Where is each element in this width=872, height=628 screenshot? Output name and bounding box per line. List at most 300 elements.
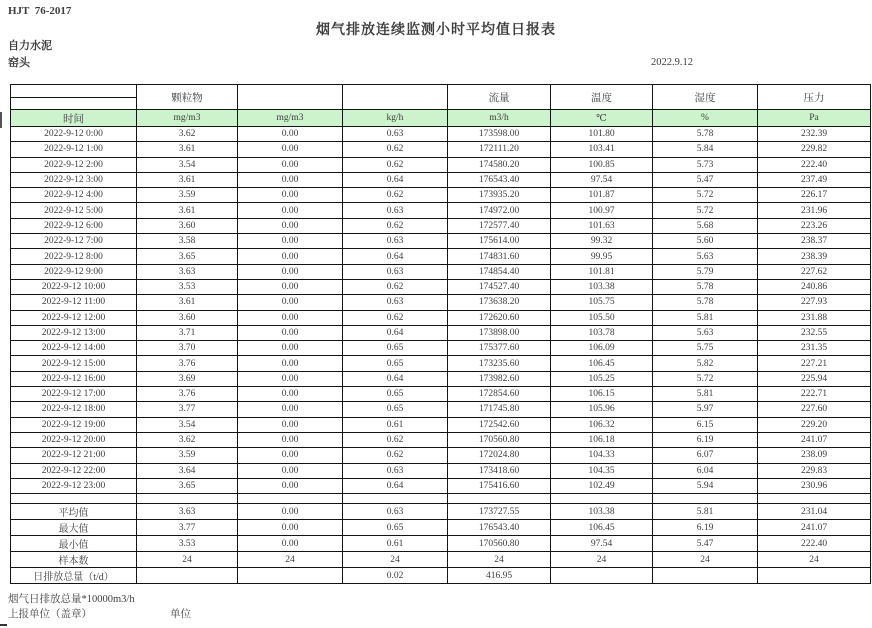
value-cell: 106.45 <box>551 520 653 536</box>
row-label-cell: 2022-9-12 17:00 <box>11 387 137 402</box>
value-cell: 5.68 <box>653 218 758 233</box>
value-cell: 227.21 <box>758 356 871 371</box>
separator-row <box>11 494 871 504</box>
value-cell <box>758 568 871 584</box>
value-cell: 0.62 <box>343 448 448 463</box>
value-cell: 225.94 <box>758 371 871 386</box>
value-cell <box>551 568 653 584</box>
value-cell: 100.85 <box>551 157 653 172</box>
value-cell: 229.82 <box>758 142 871 157</box>
table-row <box>11 402 871 417</box>
value-cell: 3.63 <box>137 504 238 520</box>
table-row <box>11 432 871 447</box>
value-cell: 172577.40 <box>448 218 551 233</box>
value-cell: 0.00 <box>238 234 343 249</box>
value-cell <box>238 568 343 584</box>
value-cell: 0.00 <box>238 387 343 402</box>
value-cell: 0.00 <box>238 463 343 478</box>
value-cell: 0.00 <box>238 203 343 218</box>
value-cell: 232.39 <box>758 127 871 142</box>
value-cell: 103.78 <box>551 325 653 340</box>
value-cell: 240.86 <box>758 279 871 294</box>
value-cell: 102.49 <box>551 478 653 493</box>
value-cell: 5.72 <box>653 203 758 218</box>
value-cell: 0.65 <box>343 402 448 417</box>
value-cell: 5.97 <box>653 402 758 417</box>
value-cell: 172542.60 <box>448 417 551 432</box>
value-cell: 24 <box>758 552 871 568</box>
value-cell: 173727.55 <box>448 504 551 520</box>
value-cell: 3.61 <box>137 142 238 157</box>
value-cell: 0.00 <box>238 249 343 264</box>
row-label-cell: 2022-9-12 21:00 <box>11 448 137 463</box>
summary-row <box>11 552 871 568</box>
value-cell: 24 <box>551 552 653 568</box>
row-label-cell: 2022-9-12 9:00 <box>11 264 137 279</box>
value-cell: 170560.80 <box>448 536 551 552</box>
value-cell: 106.32 <box>551 417 653 432</box>
footer-unit-label: 单位 <box>170 609 191 620</box>
value-cell: 24 <box>448 552 551 568</box>
value-cell: 3.77 <box>137 520 238 536</box>
value-cell: 0.00 <box>238 356 343 371</box>
header-cell-blank-2 <box>343 85 448 110</box>
value-cell: 100.97 <box>551 203 653 218</box>
value-cell: 5.72 <box>653 371 758 386</box>
value-cell: 5.78 <box>653 295 758 310</box>
table-row <box>11 417 871 432</box>
value-cell: 3.65 <box>137 249 238 264</box>
row-label-cell: 最大值 <box>11 520 137 536</box>
value-cell: 238.39 <box>758 249 871 264</box>
row-label-cell: 2022-9-12 19:00 <box>11 417 137 432</box>
header-cell-empty-top <box>11 85 137 98</box>
row-label-cell: 2022-9-12 12:00 <box>11 310 137 325</box>
value-cell: 103.41 <box>551 142 653 157</box>
value-cell: 97.54 <box>551 172 653 187</box>
row-label-cell <box>11 494 137 504</box>
report-date: 2022.9.12 <box>651 57 693 68</box>
value-cell: 0.65 <box>343 520 448 536</box>
unit-cell-time: 时间 <box>11 110 137 127</box>
value-cell: 3.64 <box>137 463 238 478</box>
row-label-cell: 最小值 <box>11 536 137 552</box>
value-cell: 171745.80 <box>448 402 551 417</box>
summary-row <box>11 568 871 584</box>
value-cell: 3.60 <box>137 310 238 325</box>
table-row <box>11 127 871 142</box>
value-cell: 5.75 <box>653 341 758 356</box>
value-cell: 3.65 <box>137 478 238 493</box>
header-cell-humidity: 湿度 <box>653 85 758 110</box>
value-cell: 99.32 <box>551 234 653 249</box>
value-cell: 0.63 <box>343 264 448 279</box>
value-cell: 0.00 <box>238 142 343 157</box>
value-cell: 105.25 <box>551 371 653 386</box>
table-row <box>11 279 871 294</box>
value-cell: 231.96 <box>758 203 871 218</box>
value-cell: 0.64 <box>343 478 448 493</box>
value-cell: 3.61 <box>137 203 238 218</box>
value-cell: 0.00 <box>238 417 343 432</box>
table-row <box>11 249 871 264</box>
value-cell: 0.65 <box>343 387 448 402</box>
value-cell: 3.61 <box>137 172 238 187</box>
summary-row <box>11 536 871 552</box>
value-cell: 0.64 <box>343 325 448 340</box>
row-label-cell: 日排放总量（t/d） <box>11 568 137 584</box>
value-cell: 175377.60 <box>448 341 551 356</box>
value-cell: 237.49 <box>758 172 871 187</box>
value-cell: 24 <box>137 552 238 568</box>
row-label-cell: 2022-9-12 22:00 <box>11 463 137 478</box>
value-cell: 0.63 <box>343 295 448 310</box>
table-row <box>11 142 871 157</box>
row-label-cell: 2022-9-12 5:00 <box>11 203 137 218</box>
report-table <box>10 84 871 584</box>
value-cell: 241.07 <box>758 520 871 536</box>
header-cell-blank-1 <box>238 85 343 110</box>
value-cell: 231.88 <box>758 310 871 325</box>
value-cell: 227.93 <box>758 295 871 310</box>
station-name: 窑头 <box>8 57 30 69</box>
value-cell: 5.82 <box>653 356 758 371</box>
value-cell: 3.58 <box>137 234 238 249</box>
value-cell: 0.00 <box>238 371 343 386</box>
value-cell: 106.18 <box>551 432 653 447</box>
value-cell: 5.63 <box>653 325 758 340</box>
value-cell <box>758 494 871 504</box>
value-cell: 0.00 <box>238 432 343 447</box>
value-cell: 174580.20 <box>448 157 551 172</box>
value-cell: 3.69 <box>137 371 238 386</box>
value-cell: 106.45 <box>551 356 653 371</box>
value-cell: 101.80 <box>551 127 653 142</box>
value-cell: 3.60 <box>137 218 238 233</box>
value-cell: 3.53 <box>137 279 238 294</box>
table-row <box>11 234 871 249</box>
table-row <box>11 463 871 478</box>
summary-row <box>11 520 871 536</box>
table-row <box>11 478 871 493</box>
value-cell <box>137 494 238 504</box>
table-row <box>11 387 871 402</box>
value-cell: 0.61 <box>343 417 448 432</box>
value-cell: 104.35 <box>551 463 653 478</box>
value-cell: 174854.40 <box>448 264 551 279</box>
table-row <box>11 295 871 310</box>
value-cell: 0.00 <box>238 520 343 536</box>
value-cell: 3.62 <box>137 127 238 142</box>
table-row <box>11 172 871 187</box>
row-label-cell: 2022-9-12 20:00 <box>11 432 137 447</box>
value-cell: 3.59 <box>137 448 238 463</box>
table-row <box>11 356 871 371</box>
value-cell: 173898.00 <box>448 325 551 340</box>
row-label-cell: 2022-9-12 8:00 <box>11 249 137 264</box>
unit-cell-mgm3-2: mg/m3 <box>238 110 343 127</box>
value-cell: 3.54 <box>137 417 238 432</box>
value-cell: 5.72 <box>653 188 758 203</box>
value-cell: 99.95 <box>551 249 653 264</box>
value-cell: 0.00 <box>238 504 343 520</box>
value-cell: 6.15 <box>653 417 758 432</box>
value-cell: 173935.20 <box>448 188 551 203</box>
table-row <box>11 218 871 233</box>
value-cell: 173418.60 <box>448 463 551 478</box>
value-cell: 101.63 <box>551 218 653 233</box>
row-label-cell: 2022-9-12 3:00 <box>11 172 137 187</box>
row-label-cell: 2022-9-12 13:00 <box>11 325 137 340</box>
table-row <box>11 371 871 386</box>
value-cell: 0.00 <box>238 448 343 463</box>
value-cell: 0.00 <box>238 478 343 493</box>
value-cell: 238.09 <box>758 448 871 463</box>
table-row <box>11 203 871 218</box>
value-cell: 0.65 <box>343 356 448 371</box>
row-label-cell: 2022-9-12 0:00 <box>11 127 137 142</box>
value-cell <box>551 494 653 504</box>
value-cell: 173982.60 <box>448 371 551 386</box>
value-cell: 0.64 <box>343 371 448 386</box>
bottom-left-line-stub <box>0 624 7 626</box>
row-label-cell: 2022-9-12 2:00 <box>11 157 137 172</box>
footer-reporting-unit: 上报单位（盖章） <box>8 609 92 620</box>
header-cell-pressure: 压力 <box>758 85 871 110</box>
row-label-cell: 2022-9-12 4:00 <box>11 188 137 203</box>
value-cell: 173598.00 <box>448 127 551 142</box>
value-cell: 0.00 <box>238 536 343 552</box>
value-cell: 0.00 <box>238 402 343 417</box>
value-cell: 0.00 <box>238 264 343 279</box>
value-cell: 172854.60 <box>448 387 551 402</box>
value-cell: 175614.00 <box>448 234 551 249</box>
value-cell <box>343 494 448 504</box>
row-label-cell: 2022-9-12 7:00 <box>11 234 137 249</box>
value-cell: 0.00 <box>238 157 343 172</box>
value-cell: 0.63 <box>343 127 448 142</box>
table-body <box>11 127 871 584</box>
value-cell: 222.71 <box>758 387 871 402</box>
value-cell: 170560.80 <box>448 432 551 447</box>
value-cell: 0.00 <box>238 295 343 310</box>
value-cell: 229.83 <box>758 463 871 478</box>
value-cell: 3.71 <box>137 325 238 340</box>
value-cell: 103.38 <box>551 279 653 294</box>
value-cell: 222.40 <box>758 536 871 552</box>
unit-cell-mgm3-1: mg/m3 <box>137 110 238 127</box>
value-cell: 0.62 <box>343 142 448 157</box>
value-cell: 0.63 <box>343 203 448 218</box>
table-row <box>11 157 871 172</box>
standard-code: HJT 76-2017 <box>8 5 72 17</box>
value-cell: 106.15 <box>551 387 653 402</box>
company-name: 自力水泥 <box>8 40 52 52</box>
value-cell: 173235.60 <box>448 356 551 371</box>
unit-cell-m3h: m3/h <box>448 110 551 127</box>
header-row-groups <box>11 85 871 98</box>
value-cell: 5.47 <box>653 536 758 552</box>
value-cell: 174527.40 <box>448 279 551 294</box>
value-cell: 5.81 <box>653 504 758 520</box>
value-cell: 0.62 <box>343 218 448 233</box>
value-cell: 97.54 <box>551 536 653 552</box>
left-edge-tick <box>0 112 2 128</box>
value-cell: 227.60 <box>758 402 871 417</box>
unit-cell-percent: % <box>653 110 758 127</box>
value-cell: 0.00 <box>238 218 343 233</box>
value-cell: 5.47 <box>653 172 758 187</box>
report-title: 烟气排放连续监测小时平均值日报表 <box>316 23 556 38</box>
value-cell: 0.64 <box>343 172 448 187</box>
value-cell: 0.00 <box>238 127 343 142</box>
value-cell: 227.62 <box>758 264 871 279</box>
value-cell: 172111.20 <box>448 142 551 157</box>
row-label-cell: 2022-9-12 10:00 <box>11 279 137 294</box>
value-cell: 6.19 <box>653 432 758 447</box>
value-cell: 172620.60 <box>448 310 551 325</box>
row-label-cell: 2022-9-12 15:00 <box>11 356 137 371</box>
value-cell: 5.79 <box>653 264 758 279</box>
value-cell: 0.61 <box>343 536 448 552</box>
value-cell: 0.62 <box>343 157 448 172</box>
value-cell: 0.00 <box>238 279 343 294</box>
value-cell: 0.65 <box>343 341 448 356</box>
value-cell: 5.60 <box>653 234 758 249</box>
value-cell: 231.35 <box>758 341 871 356</box>
row-label-cell: 2022-9-12 11:00 <box>11 295 137 310</box>
row-label-cell: 2022-9-12 14:00 <box>11 341 137 356</box>
value-cell: 0.02 <box>343 568 448 584</box>
summary-row <box>11 504 871 520</box>
value-cell: 101.87 <box>551 188 653 203</box>
value-cell <box>137 568 238 584</box>
value-cell: 3.62 <box>137 432 238 447</box>
table-row <box>11 264 871 279</box>
value-cell: 24 <box>343 552 448 568</box>
value-cell: 101.81 <box>551 264 653 279</box>
value-cell: 103.38 <box>551 504 653 520</box>
value-cell: 0.00 <box>238 310 343 325</box>
value-cell: 0.63 <box>343 504 448 520</box>
value-cell: 0.64 <box>343 249 448 264</box>
value-cell: 3.77 <box>137 402 238 417</box>
footer-total-note: 烟气日排放总量*10000m3/h <box>8 594 135 605</box>
value-cell: 6.04 <box>653 463 758 478</box>
value-cell: 3.61 <box>137 295 238 310</box>
table-row <box>11 310 871 325</box>
value-cell: 231.04 <box>758 504 871 520</box>
value-cell: 241.07 <box>758 432 871 447</box>
value-cell: 3.59 <box>137 188 238 203</box>
value-cell: 0.62 <box>343 432 448 447</box>
unit-cell-kgh: kg/h <box>343 110 448 127</box>
value-cell: 174831.60 <box>448 249 551 264</box>
value-cell: 0.00 <box>238 188 343 203</box>
value-cell: 105.75 <box>551 295 653 310</box>
value-cell: 416.95 <box>448 568 551 584</box>
value-cell: 5.78 <box>653 127 758 142</box>
value-cell: 5.94 <box>653 478 758 493</box>
value-cell: 226.17 <box>758 188 871 203</box>
value-cell: 223.26 <box>758 218 871 233</box>
value-cell: 24 <box>653 552 758 568</box>
value-cell: 0.00 <box>238 341 343 356</box>
unit-cell-pa: Pa <box>758 110 871 127</box>
table-row <box>11 341 871 356</box>
value-cell: 0.62 <box>343 188 448 203</box>
value-cell <box>448 494 551 504</box>
value-cell: 5.78 <box>653 279 758 294</box>
value-cell: 3.76 <box>137 387 238 402</box>
header-row-units <box>11 110 871 127</box>
header-cell-empty-bottom <box>11 98 137 110</box>
value-cell: 104.33 <box>551 448 653 463</box>
value-cell: 3.53 <box>137 536 238 552</box>
value-cell: 0.62 <box>343 279 448 294</box>
value-cell: 0.63 <box>343 234 448 249</box>
value-cell: 0.62 <box>343 310 448 325</box>
row-label-cell: 2022-9-12 6:00 <box>11 218 137 233</box>
table-row <box>11 325 871 340</box>
value-cell: 230.96 <box>758 478 871 493</box>
row-label-cell: 2022-9-12 18:00 <box>11 402 137 417</box>
table-row <box>11 188 871 203</box>
value-cell: 173638.20 <box>448 295 551 310</box>
value-cell: 5.73 <box>653 157 758 172</box>
table-row <box>11 448 871 463</box>
value-cell: 175416.60 <box>448 478 551 493</box>
value-cell: 232.55 <box>758 325 871 340</box>
value-cell: 176543.40 <box>448 520 551 536</box>
value-cell: 5.81 <box>653 387 758 402</box>
value-cell <box>653 494 758 504</box>
value-cell: 0.63 <box>343 463 448 478</box>
value-cell: 6.19 <box>653 520 758 536</box>
value-cell: 5.81 <box>653 310 758 325</box>
value-cell: 5.63 <box>653 249 758 264</box>
value-cell: 105.50 <box>551 310 653 325</box>
value-cell: 238.37 <box>758 234 871 249</box>
value-cell: 229.20 <box>758 417 871 432</box>
value-cell: 222.40 <box>758 157 871 172</box>
value-cell <box>238 494 343 504</box>
value-cell: 3.70 <box>137 341 238 356</box>
row-label-cell: 2022-9-12 16:00 <box>11 371 137 386</box>
value-cell <box>653 568 758 584</box>
value-cell: 3.76 <box>137 356 238 371</box>
row-label-cell: 2022-9-12 1:00 <box>11 142 137 157</box>
value-cell: 105.96 <box>551 402 653 417</box>
value-cell: 24 <box>238 552 343 568</box>
value-cell: 106.09 <box>551 341 653 356</box>
value-cell: 174972.00 <box>448 203 551 218</box>
value-cell: 172024.80 <box>448 448 551 463</box>
unit-cell-celsius: ℃ <box>551 110 653 127</box>
header-cell-flow: 流量 <box>448 85 551 110</box>
header-cell-particulate: 颗粒物 <box>137 85 238 110</box>
value-cell: 5.84 <box>653 142 758 157</box>
row-label-cell: 样本数 <box>11 552 137 568</box>
value-cell: 0.00 <box>238 325 343 340</box>
value-cell: 3.63 <box>137 264 238 279</box>
header-cell-temperature: 温度 <box>551 85 653 110</box>
value-cell: 0.00 <box>238 172 343 187</box>
value-cell: 6.07 <box>653 448 758 463</box>
row-label-cell: 2022-9-12 23:00 <box>11 478 137 493</box>
value-cell: 176543.40 <box>448 172 551 187</box>
value-cell: 3.54 <box>137 157 238 172</box>
